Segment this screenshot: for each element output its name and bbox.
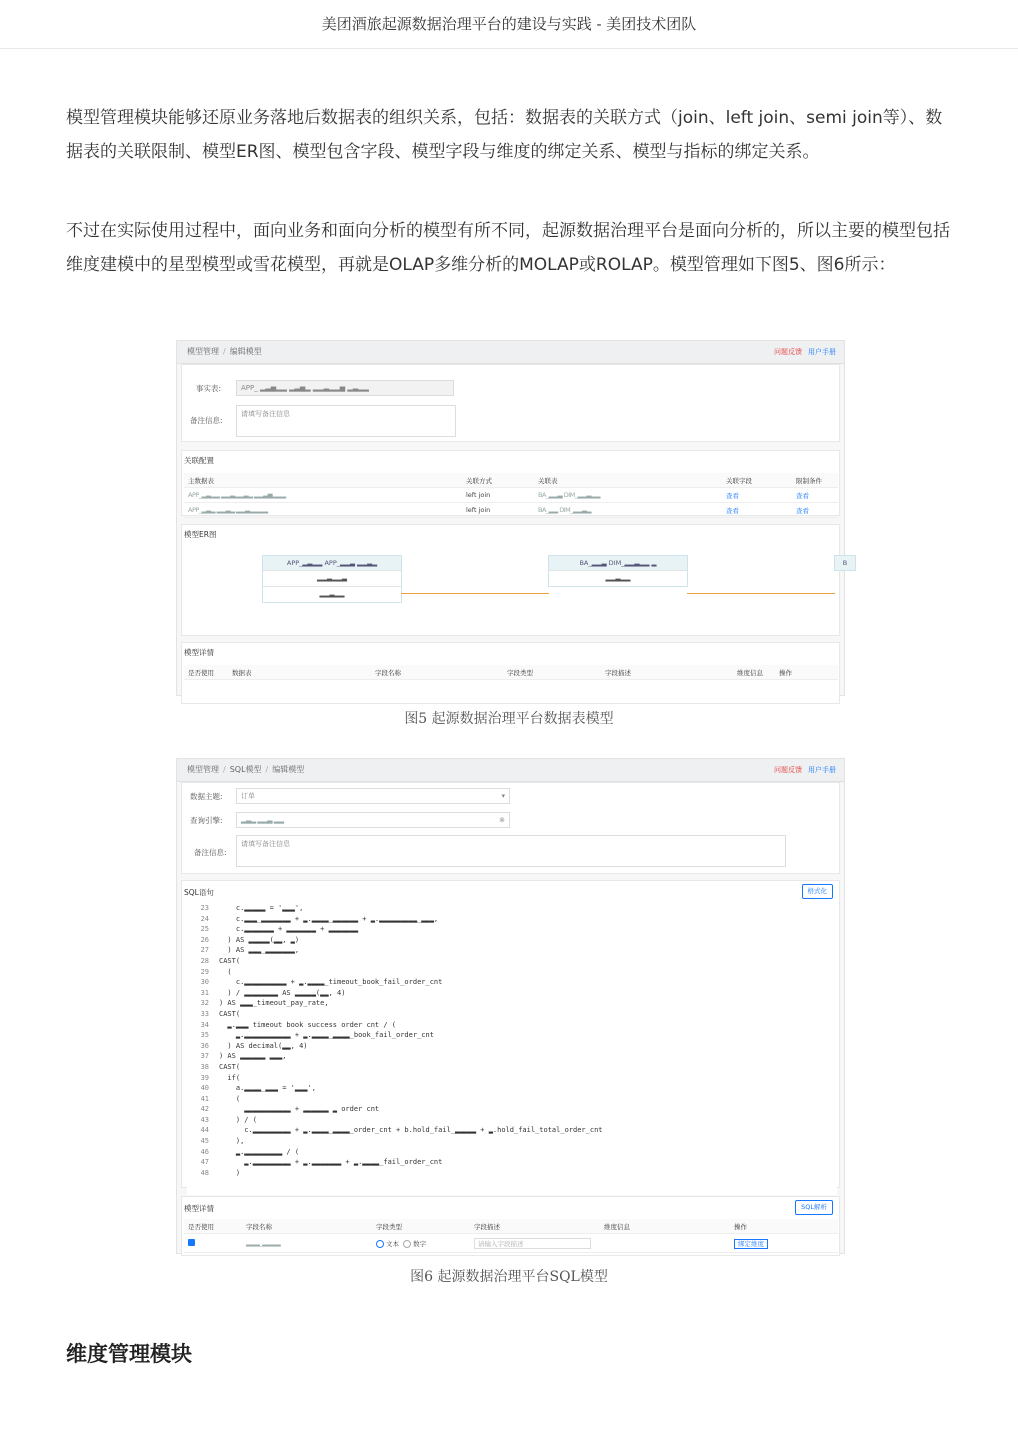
column-header: 限制条件 [792,473,838,488]
code-line [187,1051,837,1062]
code-line [187,1168,837,1179]
basic-info-panel [181,364,840,442]
note-textarea[interactable]: 请填写备注信息 [236,835,786,867]
fact-table-input[interactable]: APP_ ▂▃▅▂▂ ▂▃▅▂ ▂▂▃▂▂▅ ▂▃▂▂ [236,380,454,396]
breadcrumb-item[interactable]: 模型管理 [187,765,219,774]
code-text: ) AS ▂▂▂_▂▂▂▂▂▂▂, [219,946,300,955]
figure6-screenshot [176,758,845,1254]
engine-value: ▂▃▂ ▂▂▃ ▂▂ [241,816,284,824]
line-number: 32 [200,999,209,1008]
table-row [184,488,838,503]
code-line [187,1125,837,1136]
join-type-cell: left join [462,503,534,518]
section-heading: 维度管理模块 [66,1342,192,1366]
column-header: 操作 [775,665,838,680]
sql-section-title: SQL语句 [184,888,214,897]
code-text: c.▂▂▂_▂▂▂▂▂▂▂ + ▂.▂▂▂▂_▂▂▂▂▂▂ + ▂.▂▂▂▂▂▂▂▂▂_▂▂▂, [219,914,439,923]
line-number: 25 [200,925,209,934]
detail-table [184,1219,838,1253]
code-text: ) / ( [219,1115,257,1124]
code-text: ( [219,1094,241,1103]
code-line [187,1115,837,1126]
clear-icon[interactable]: ⊗ [499,816,505,824]
manual-link[interactable]: 用户手册 [808,766,836,774]
code-line [187,1083,837,1094]
code-line [187,956,837,967]
model-detail-panel [181,642,840,704]
code-text: ) AS ▂▂▂▂▂▂ ▂▂▂, [219,1052,287,1061]
line-number: 30 [200,978,209,987]
table-header-row [184,665,838,680]
code-line [187,924,837,935]
column-header: 关联方式 [462,473,534,488]
fact-table-label: 事实表: [196,384,222,393]
column-header: 字段名称 [371,665,503,680]
code-text: ▂.▂▂▂▂▂▂▂▂▂ / ( [219,1147,300,1156]
detail-section-title: 模型详情 [184,648,214,657]
format-button[interactable]: 格式化 [802,884,834,899]
code-text: c.▂▂▂▂▂ = '▂▂▂', [219,904,304,912]
code-line [187,1147,837,1158]
subject-value: 订单 [241,792,255,800]
radio-number-label: 数字 [413,1239,427,1248]
column-header: 操作 [730,1219,838,1234]
engine-label: 查询引擎: [190,816,223,825]
column-header: 字段类型 [503,665,601,680]
column-header: 数据表 [228,665,371,680]
join-type-cell: left join [462,488,534,503]
line-number: 46 [200,1147,209,1156]
column-header: 维度信息 [600,1219,730,1234]
er-section-title: 模型ER图 [184,530,217,539]
code-line [187,935,837,946]
code-line [187,988,837,999]
line-number: 43 [200,1115,209,1124]
code-text: if( [219,1073,241,1082]
line-number: 39 [200,1073,209,1082]
er-field: ▂▂▃▂▂ [263,586,401,602]
radio-number-option[interactable] [403,1240,411,1248]
table-row [184,1234,838,1253]
line-number: 35 [200,1031,209,1040]
code-text: ▂.▂▂▂▂▂▂▂▂▂ + ▂.▂▂▂▂▂▂▂ + ▂.▂▂▂▂_fail_order_cnt [219,1158,443,1167]
figure6-caption: 图6 起源数据治理平台SQL模型 [410,1269,608,1285]
sql-parse-button[interactable]: SQL解析 [795,1200,833,1215]
column-header: 字段描述 [601,665,733,680]
note-label: 备注信息: [190,416,223,425]
er-relation-line [687,593,835,594]
breadcrumb-item: 编辑模型 [229,347,262,356]
er-table-title: APP_▂▃▂▂ APP_▂▂▃ ▂▂▃▂ [263,556,401,570]
breadcrumb-item[interactable]: 模型管理 [187,347,219,356]
code-text: ) [219,1168,241,1177]
line-number: 26 [200,935,209,944]
engine-input[interactable] [236,812,510,828]
code-text: c.▂▂▂▂▂▂▂▂▂▂ + ▂.▂▂▂▂_timeout_book_fail_order_cnt [219,978,443,987]
code-line [187,945,837,956]
column-header: 字段类型 [372,1219,470,1234]
column-header: 主数据表 [184,473,462,488]
main-table-cell: APP_▂▃▂▂ ▂▂▃▂▂▃▂ ▂▂▃▅▂▂▂ [184,488,462,503]
line-number: 24 [200,914,209,923]
line-number: 34 [200,1020,209,1029]
subject-select[interactable] [236,788,510,804]
code-text: CAST( [219,1062,241,1071]
line-number: 36 [200,1041,209,1050]
er-table-right[interactable] [834,555,856,571]
er-field: ▂▂▃▂▂▃ [263,570,401,586]
field-desc-input[interactable]: 请输入字段描述 [474,1238,591,1249]
code-text: ) AS ▂▂▂_timeout_pay_rate, [219,999,329,1008]
note-label: 备注信息: [194,848,227,857]
column-header: 字段名称 [242,1219,372,1234]
code-line [187,1073,837,1084]
model-detail-panel [181,1196,840,1256]
line-number: 33 [200,1009,209,1018]
table-header-row [184,473,838,488]
line-number: 23 [200,904,209,912]
code-text: a.▂▂▂▂_▂▂▂ = '▂▂▂', [219,1084,316,1093]
paragraph-model-analysis: 不过在实际使用过程中，面向业务和面向分析的模型有所不同，起源数据治理平台是面向分析的，所以主要的模型包括维度建模中的星型模型或雪花模型，再就是OLAP多维分析的MOLAP或ROLAP。模型管理如下图5、图6所示： [66,221,950,275]
field-name-cell: ▂▂▂_▂▂▂▂ [242,1234,372,1253]
main-table-cell: APP_▂▃▂ ▂▂▃▂ ▂▂▃▂▂▂▂ [184,503,462,518]
code-text: ( [219,967,232,976]
code-line [187,1020,837,1031]
figure5-caption: 图5 起源数据治理平台数据表模型 [404,711,614,727]
code-line [187,1062,837,1073]
line-number: 42 [200,1105,209,1114]
code-line [187,914,837,925]
er-field: ▂▂▃▂▂ [549,570,687,586]
feedback-link[interactable]: 问题反馈 [774,766,802,774]
er-diagram-panel [181,524,848,636]
line-number: 41 [200,1094,209,1103]
bind-dimension-button[interactable]: 绑定维度 [734,1239,768,1249]
column-header: 是否使用 [184,1219,242,1234]
view-limit-link[interactable]: 查看 [792,503,838,518]
manual-link[interactable]: 用户手册 [808,348,836,356]
line-number: 48 [200,1168,209,1177]
line-number: 27 [200,946,209,955]
er-table-left[interactable] [262,555,402,603]
code-text: ), [219,1137,245,1146]
code-text: c.▂▂▂▂▂▂▂ + ▂▂▂▂▂▂▂ + ▂▂▂▂▂▂▂ [219,925,359,934]
code-text: ▂▂▂▂▂▂▂▂▂▂▂ + ▂▂▂▂▂▂ ▂ order cnt [219,1105,380,1114]
line-number: 31 [200,988,209,997]
note-textarea[interactable]: 请填写备注信息 [236,405,456,437]
code-line [187,977,837,988]
view-limit-link[interactable]: 查看 [792,488,838,503]
line-number: 40 [200,1084,209,1093]
table-header-row [184,1219,838,1234]
join-config-panel [181,450,840,516]
code-line [187,1136,837,1147]
related-table-cell: BA_▂▂▃ DIM_▂▂▃▂▂ [534,488,722,503]
code-text: ▂.▂▂▂ timeout book success order cnt / ( [219,1020,397,1029]
er-table-middle[interactable] [548,555,688,587]
field-type-cell [372,1234,470,1253]
feedback-link[interactable]: 问题反馈 [774,348,802,356]
sql-code-editor[interactable] [187,903,837,1195]
code-text: ) / ▂▂▂▂▂▂▂▂ AS ▂▂▂▂▂(▂▂, 4) [219,988,346,997]
breadcrumb-item: 编辑模型 [272,765,305,774]
radio-text-option[interactable] [376,1240,384,1248]
code-line [187,1157,837,1168]
code-line [187,1041,837,1052]
column-header: 关联字段 [722,473,792,488]
view-field-link[interactable]: 查看 [722,503,792,518]
join-section-title: 关联配置 [184,456,214,465]
code-text: CAST( [219,956,241,965]
detail-section-title: 模型详情 [184,1204,214,1213]
column-header: 字段描述 [470,1219,600,1234]
line-number: 38 [200,1062,209,1071]
breadcrumb: 模型管理 / SQL模型 / 编辑模型 问题反馈 用户手册 [177,759,844,782]
line-number: 37 [200,1052,209,1061]
column-header: 关联表 [534,473,722,488]
figure5-screenshot [176,340,848,696]
column-header: 维度信息 [733,665,775,680]
code-text: CAST( [219,1009,241,1018]
chevron-down-icon: ▾ [501,792,505,800]
breadcrumb: 模型管理 / 编辑模型 问题反馈 用户手册 [177,341,844,364]
er-relation-line [401,593,549,594]
join-table [184,473,838,518]
paragraph-model-management: 模型管理模块能够还原业务落地后数据表的组织关系，包括：数据表的关联方式（join、left join、semi join等）、数据表的关联限制、模型ER图、模型包含字段、模型字段与维度的绑定关系、模型与指标的绑定关系。 [66,108,943,162]
table-row [184,503,838,518]
column-header: 是否使用 [184,665,228,680]
code-line [187,1009,837,1020]
view-field-link[interactable]: 查看 [722,488,792,503]
radio-text-label: 文本 [386,1239,399,1248]
er-table-title: BA_▂▂▃ DIM_▂▂▃▂▂ ▂ [549,556,687,570]
code-line [187,1030,837,1041]
subject-label: 数据主题: [190,792,223,801]
line-number: 44 [200,1126,209,1135]
sql-model-form-panel [181,782,840,874]
page-header: 美团酒旅起源数据治理平台的建设与实践 - 美团技术团队 [0,0,1018,49]
detail-table [184,665,838,680]
code-line [187,903,837,914]
breadcrumb-item[interactable]: SQL模型 [229,765,262,774]
code-line [187,967,837,978]
line-number: 28 [200,956,209,965]
line-number: 45 [200,1137,209,1146]
er-table-title: B [835,556,855,570]
related-table-cell: BA_▂▂ DIM_▂▂▃▂ [534,503,722,518]
line-number: 29 [200,967,209,976]
use-checkbox[interactable] [188,1239,195,1246]
code-text: ) AS decimal(▂▂, 4) [219,1041,308,1050]
code-line [187,1104,837,1115]
code-text: c.▂▂▂▂▂▂▂▂▂ + ▂.▂▂▂▂_▂▂▂▂_order_cnt + b.hold_fail_▂▂▂▂▂ + ▂.hold_fail_total_order_cnt [219,1126,603,1135]
code-line [187,998,837,1009]
code-text: ) AS ▂▂▂▂▂(▂▂, ▂) [219,935,300,944]
code-text: ▂.▂▂▂▂▂▂▂▂▂▂▂ + ▂.▂▂▂▂_▂▂▂▂_book_fail_order_cnt [219,1031,434,1040]
line-number: 47 [200,1158,209,1167]
code-line [187,1094,837,1105]
